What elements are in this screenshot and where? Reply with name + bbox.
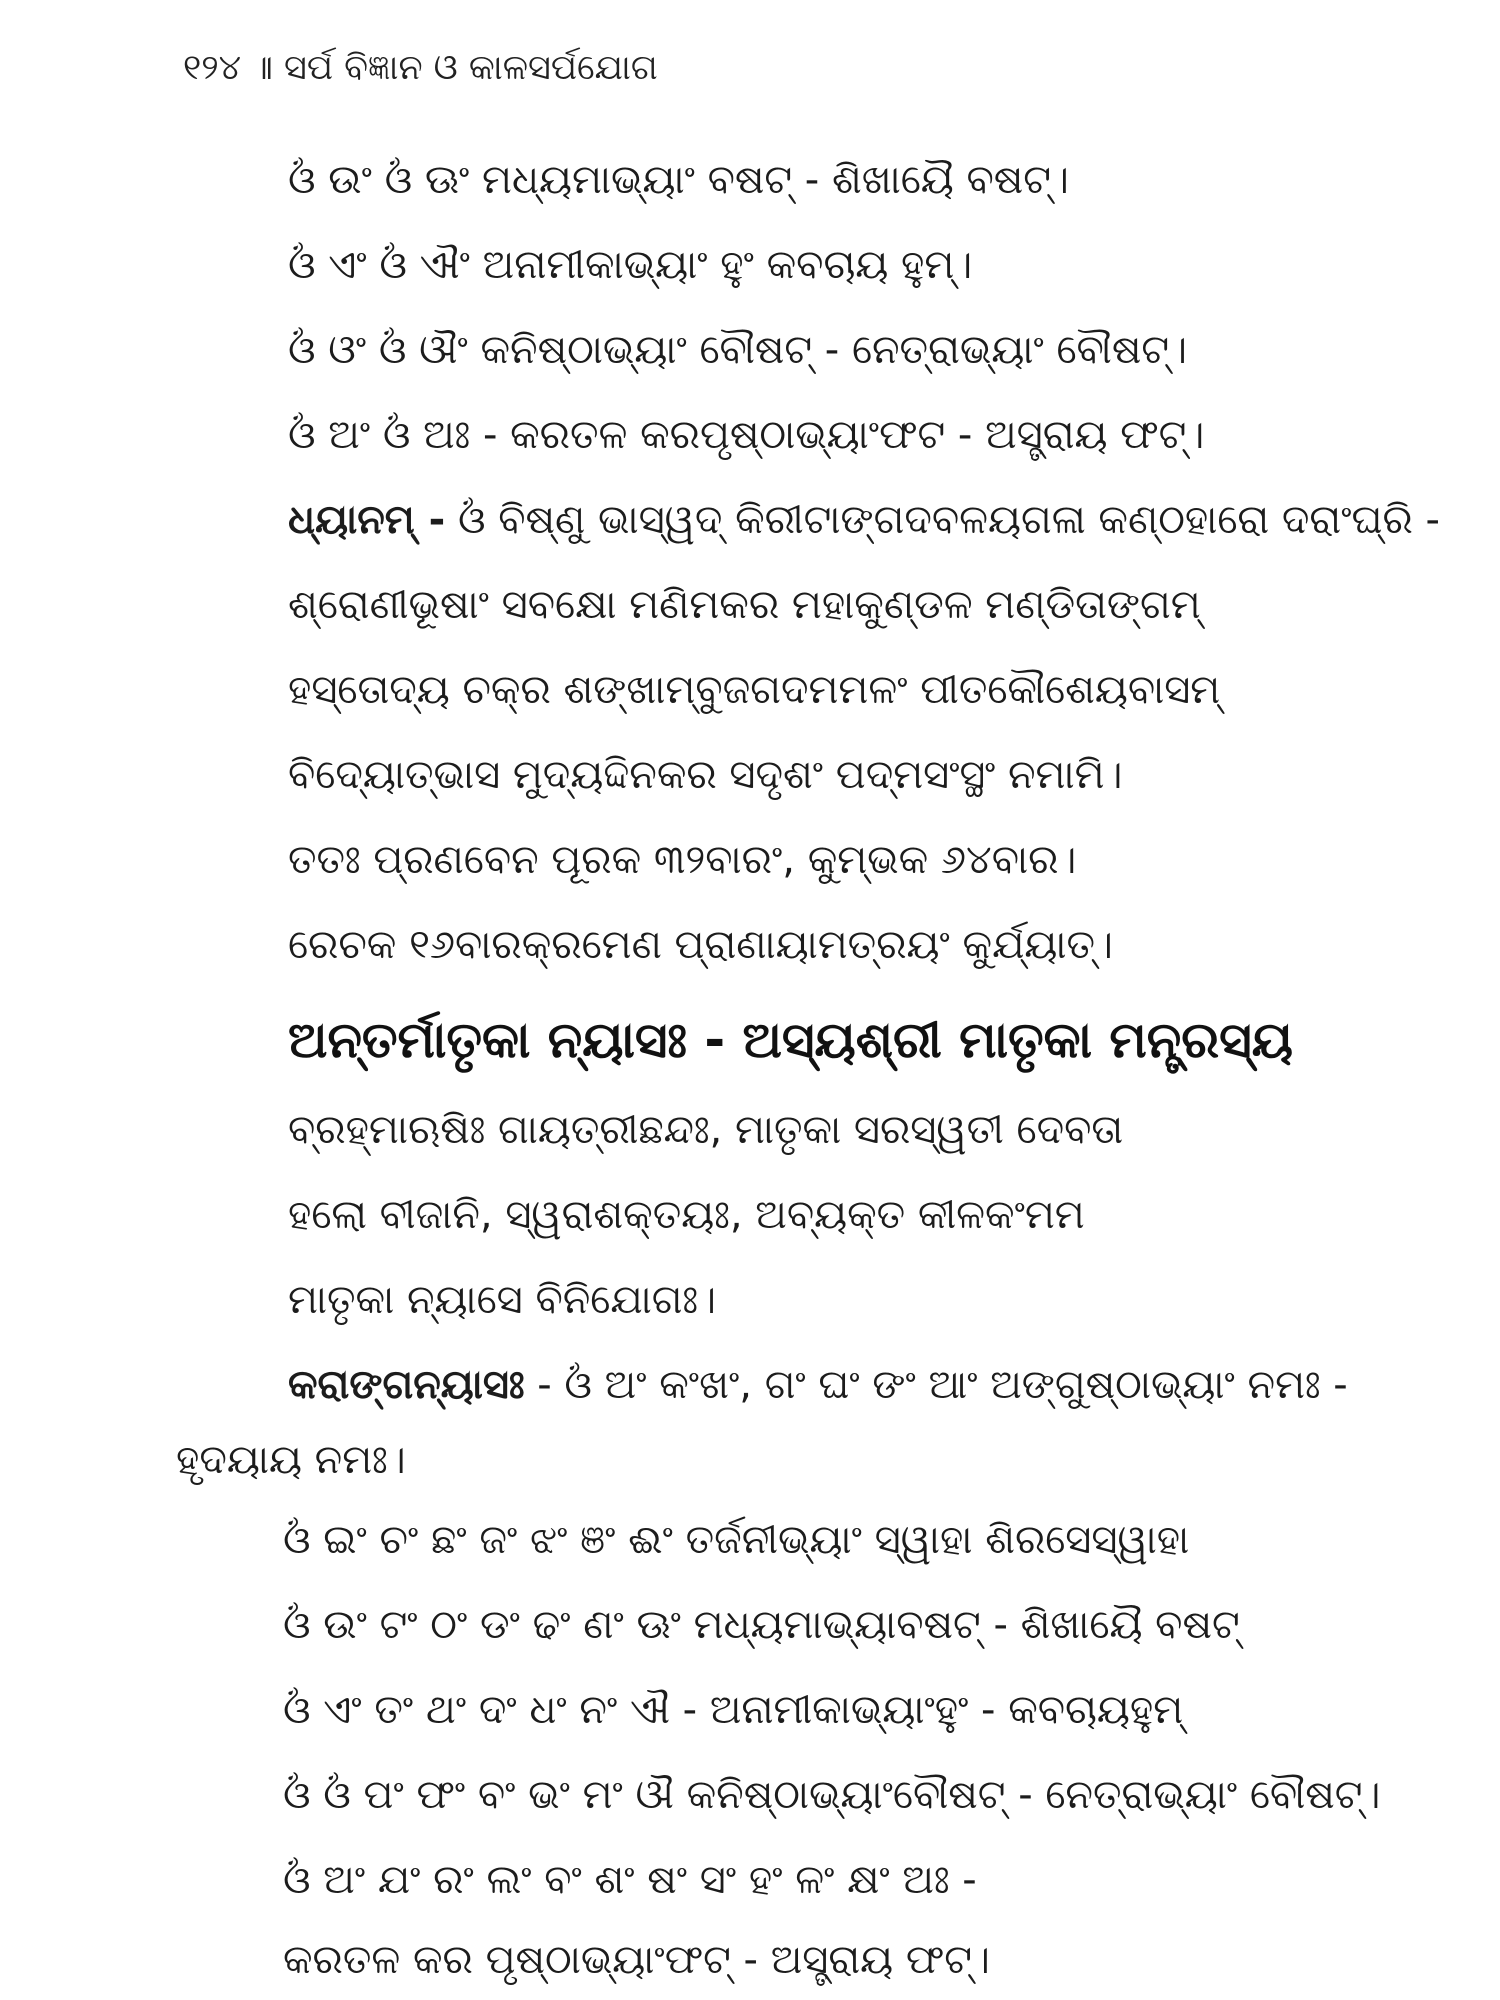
text-line: ଓଁ ଉଂ ଓଁ ଊଂ ମଧ୍ୟମାଭ୍ୟାଂ ବଷଟ୍ - ଶିଖାୟୈ ବଷଟ୍। xyxy=(288,157,1070,203)
text-line: ବ୍ରହ୍ମାଋଷିଃ ଗାୟତ୍ରୀଛନ୍ଦଃ, ମାତୃକା ସରସ୍ୱତୀ ଦେବତା xyxy=(288,1107,1124,1153)
text-line: ଓଁ ଏଂ ତଂ ଥଂ ଦଂ ଧଂ ନଂ ଐ - ଅନାମୀକାଭ୍ୟାଂହୁଂ - କବଚାୟହୁମ୍ xyxy=(283,1687,1184,1733)
text-line: ହୃଦୟାୟ ନମଃ। xyxy=(176,1437,406,1483)
text-line: ଓଁ ଅଂ ଯଂ ରଂ ଲଂ ବଂ ଶଂ ଷଂ ସଂ ହଂ ଳଂ କ୍ଷଂ ଅଃ - xyxy=(283,1857,977,1903)
section-heading: ଅନ୍ତର୍ମାତୃକା ନ୍ୟାସଃ - ଅସ୍ୟଶ୍ରୀ ମାତୃକା ମନ୍ତ୍ରସ୍ୟ xyxy=(288,1011,1293,1069)
text-line: ମାତୃକା ନ୍ୟାସେ ବିନିଯୋଗଃ। xyxy=(288,1277,717,1323)
text-line: ଓଁ ଉଂ ଟଂ ଠଂ ଡଂ ଢଂ ଣଂ ଊଂ ମଧ୍ୟମାଭ୍ୟାବଷଟ୍ - ଶିଖାୟୈ ବଷଟ୍ xyxy=(283,1602,1240,1648)
dhyanam-line xyxy=(288,495,1440,545)
text-line: ରେଚକ ୧୬ବାରକ୍ରମେଣ ପ୍ରାଣାୟାମତ୍ରୟଂ କୁର୍ଯ୍ୟାତ୍। xyxy=(288,922,1114,968)
dhyanam-label: ଧ୍ୟାନମ୍ - xyxy=(288,497,446,543)
karanga-text: - ଓଁ ଅଂ କଂଖଂ, ଗଂ ଘଂ ଙଂ ଆଂ ଅଙ୍ଗୁଷ୍ଠାଭ୍ୟାଂ ନମଃ - xyxy=(537,1362,1348,1408)
karanga-line xyxy=(288,1360,1348,1410)
text-line: ହଲୋ ବୀଜାନି, ସ୍ୱରାଶକ୍ତୟଃ, ଅବ୍ୟକ୍ତ କୀଳକଂମମ xyxy=(288,1192,1085,1238)
text-line: ଓଁ ଏଂ ଓଁ ଐଂ ଅନାମୀକାଭ୍ୟାଂ ହୁଂ କବଚାୟ ହୁମ୍। xyxy=(288,242,973,288)
text-line: ଶ୍ରୋଣୀଭୂଷାଂ ସବକ୍ଷୋ ମଣିମକର ମହାକୁଣ୍ଡଳ ମଣ୍ଡିତାଙ୍ଗମ୍ xyxy=(288,582,1201,628)
text-line: ତତଃ ପ୍ରଣବେନ ପୂରକ ୩୨ବାରଂ, କୁମ୍ଭକ ୬୪ବାର। xyxy=(288,837,1077,883)
text-line: ଓଁ ଓଁ ପଂ ଫଂ ବଂ ଭଂ ମଂ ଔ କନିଷ୍ଠାଭ୍ୟାଂବୌଷଟ୍ - ନେତ୍ରାଭ୍ୟାଂ ବୌଷଟ୍। xyxy=(283,1772,1381,1818)
text-line: ଓଁ ଓଂ ଓଁ ଔଂ କନିଷ୍ଠାଭ୍ୟାଂ ବୌଷଟ୍ - ନେତ୍ରାଭ୍ୟାଂ ବୌଷଟ୍। xyxy=(288,327,1188,373)
text-line: କରତଳ କର ପୃଷ୍ଠାଭ୍ୟାଂଫଟ୍ - ଅସ୍ତ୍ରାୟ ଫଟ୍। xyxy=(283,1937,990,1983)
text-line: ବିଦ୍ୟୋତ୍ଭାସ ମୁଦ୍ୟଦ୍ଦିନକର ସଦୃଶଂ ପଦ୍ମସଂସ୍ଥଂ ନମାମି। xyxy=(288,752,1123,798)
text-line: ଓଁ ଅଂ ଓଁ ଅଃ - କରତଳ କରପୃଷ୍ଠାଭ୍ୟାଂଫଟ - ଅସ୍ତ୍ରାୟ ଫଟ୍। xyxy=(288,412,1205,458)
text-line: ଓଁ ଇଂ ଚଂ ଛଂ ଜଂ ଝଂ ଞଂ ଈଂ ତର୍ଜନୀଭ୍ୟାଂ ସ୍ୱାହା ଶିରସେସ୍ୱାହା xyxy=(283,1517,1190,1563)
dhyanam-text: ଓଁ ବିଷ୍ଣୁ ଭାସ୍ୱଦ୍ କିରୀଟାଙ୍ଗଦବଳୟଗଳା କଣ୍ଠହାରୋ ଦରାଂଘ୍ରି - xyxy=(457,497,1440,543)
karanga-label: କରାଙ୍ଗନ୍ୟାସଃ xyxy=(288,1362,525,1408)
text-line: ହସ୍ତୋଦ୍ୟ ଚକ୍ର ଶଙ୍ଖାମ୍ବୁଜଗଦମମଳଂ ପୀତକୌଶେୟବାସମ୍ xyxy=(288,667,1221,713)
page-header: ୧୨୪ ॥ ସର୍ପ ବିଜ୍ଞାନ ଓ କାଳସର୍ପଯୋଗ xyxy=(183,48,658,88)
